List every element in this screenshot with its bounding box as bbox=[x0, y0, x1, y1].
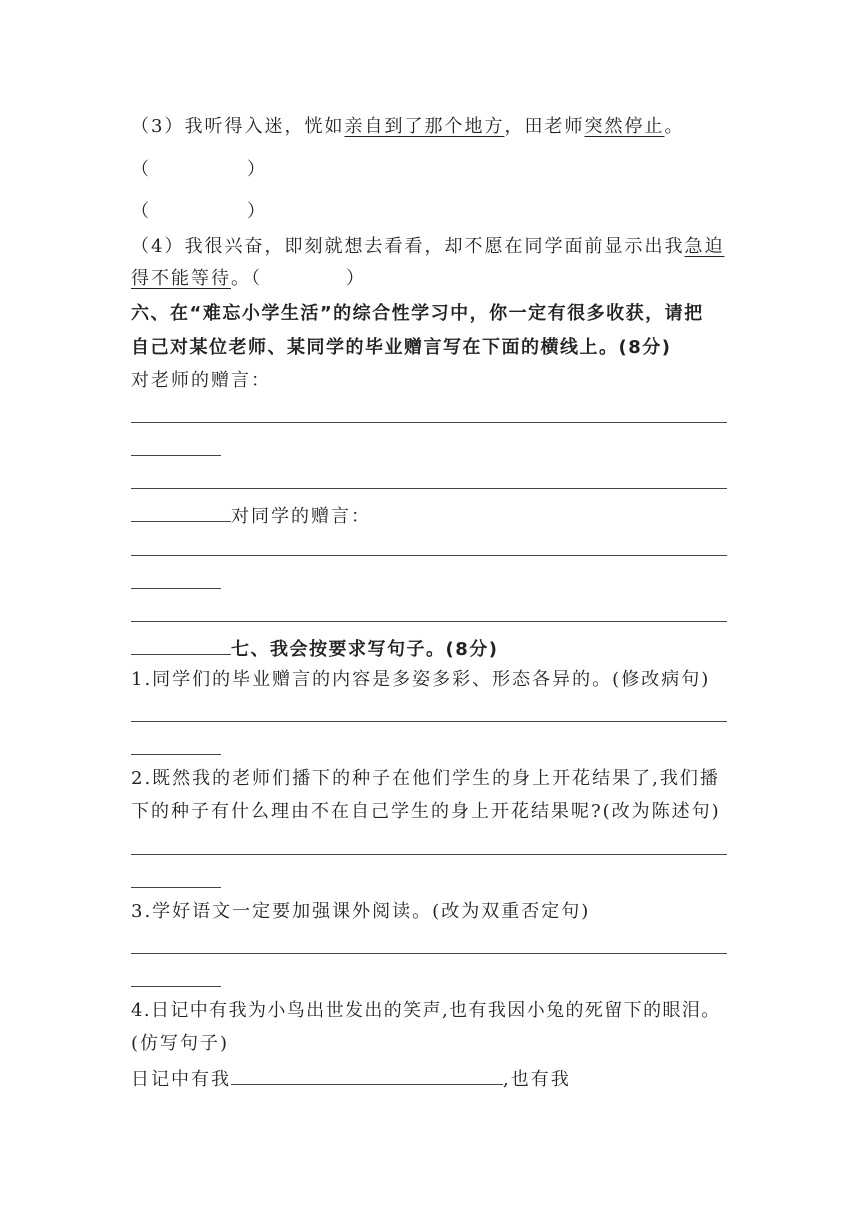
q5-4-text-b: 。（ bbox=[231, 268, 262, 289]
writing-line-short[interactable] bbox=[131, 986, 221, 987]
s7-question-4-line-1: 4.日记中有我为小鸟出世发出的笑声,也有我因小兔的死留下的眼泪。 bbox=[131, 1000, 721, 1021]
paren-close: ） bbox=[247, 159, 267, 180]
classmate-message-label: 对同学的赠言： bbox=[231, 506, 371, 527]
s7-question-2-line-2: 下的种子有什么理由不在自己学生的身上开花结果呢?(改为陈述句) bbox=[131, 801, 721, 822]
writing-line[interactable] bbox=[131, 422, 727, 423]
teacher-message-label: 对老师的赠言： bbox=[131, 370, 271, 391]
q5-4-underlined-phrase-1: 急迫 bbox=[684, 236, 725, 257]
q5-3-underlined-phrase-2: 突然停止 bbox=[584, 116, 665, 137]
s7-question-3: 3.学好语文一定要加强课外阅读。(改为双重否定句) bbox=[131, 901, 591, 922]
writing-line[interactable] bbox=[131, 621, 727, 622]
s7-question-1: 1.同学们的毕业赠言的内容是多姿多彩、形态各异的。(修改病句) bbox=[131, 669, 711, 690]
imitation-prefix: 日记中有我 bbox=[131, 1069, 231, 1090]
question-5-3 bbox=[131, 115, 684, 139]
blank-line[interactable] bbox=[131, 503, 231, 522]
section-7-heading: 七、我会按要求写句子。(8分) bbox=[231, 639, 499, 660]
s7-question-4-line-2: (仿写句子) bbox=[131, 1033, 230, 1054]
s7-question-4-line-3 bbox=[131, 1066, 571, 1092]
section-7-heading-row bbox=[131, 636, 498, 662]
writing-line[interactable] bbox=[131, 953, 727, 954]
section-6-heading-line-2: 自己对某位老师、某同学的毕业赠言写在下面的横线上。(8分) bbox=[131, 337, 672, 358]
writing-line[interactable] bbox=[131, 488, 727, 489]
q5-3-underlined-phrase-1: 亲自到了那个地方 bbox=[344, 116, 505, 137]
question-5-4-line-1 bbox=[131, 235, 724, 259]
q5-3-text-c: 。 bbox=[664, 116, 685, 137]
paren-open: （ bbox=[131, 159, 151, 180]
q5-4-underlined-phrase-2: 得不能等待 bbox=[131, 268, 231, 289]
writing-line-short[interactable] bbox=[131, 588, 221, 589]
answer-paren-2[interactable] bbox=[131, 200, 267, 224]
q5-3-text-b: ，田老师 bbox=[504, 116, 585, 137]
writing-line[interactable] bbox=[131, 721, 727, 722]
q5-3-text-a: （3）我听得入迷，恍如 bbox=[131, 116, 345, 137]
writing-line-short[interactable] bbox=[131, 754, 221, 755]
blank-line[interactable] bbox=[131, 636, 231, 655]
paren-close: ） bbox=[247, 201, 267, 222]
writing-line[interactable] bbox=[131, 555, 727, 556]
s7-question-2-line-1: 2.既然我的老师们播下的种子在他们学生的身上开花结果了,我们播 bbox=[131, 768, 720, 789]
answer-paren-1[interactable] bbox=[131, 158, 267, 182]
paren-open: （ bbox=[131, 201, 151, 222]
imitation-middle: ,也有我 bbox=[503, 1069, 571, 1090]
q5-4-text-a: （4）我很兴奋，即刻就想去看看，却不愿在同学面前显示出我 bbox=[131, 236, 685, 257]
section-6-heading-line-1: 六、在“难忘小学生活”的综合性学习中，你一定有很多收获，请把 bbox=[131, 303, 704, 324]
answer-blank[interactable] bbox=[231, 1066, 503, 1085]
classmate-message-row bbox=[131, 503, 371, 529]
q5-4-text-c: ） bbox=[346, 268, 366, 289]
writing-line[interactable] bbox=[131, 854, 727, 855]
writing-line-short[interactable] bbox=[131, 455, 221, 456]
question-5-4-line-2 bbox=[131, 267, 366, 291]
writing-line-short[interactable] bbox=[131, 887, 221, 888]
